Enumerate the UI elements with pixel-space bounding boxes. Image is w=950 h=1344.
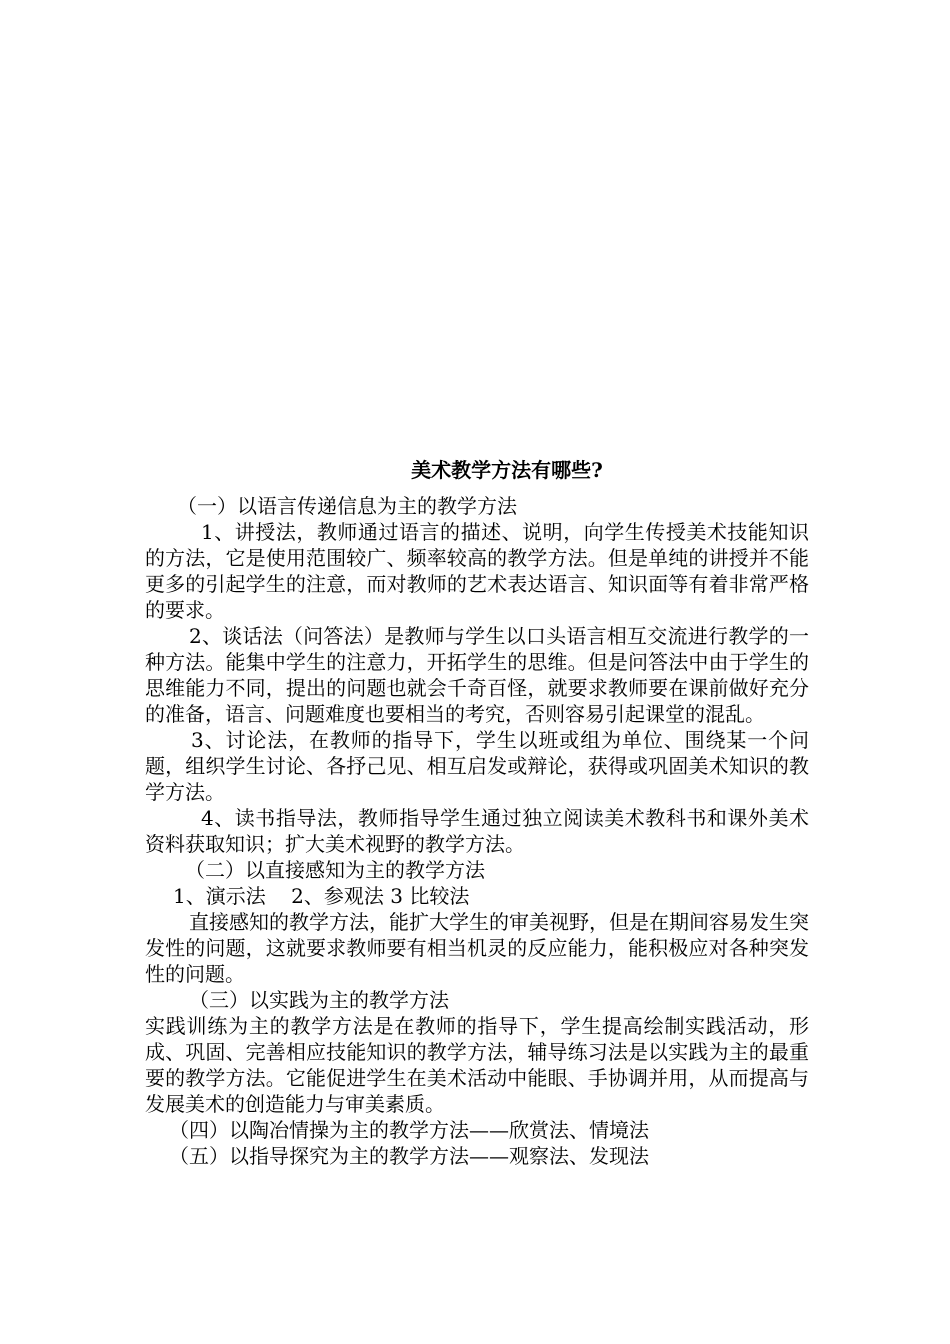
section-heading-4: （四）以陶冶情操为主的教学方法——欣赏法、情境法: [169, 1118, 649, 1142]
paragraph-lecture-method: 1、讲授法，教师通过语言的描述、说明，向学生传授美术技能知识的方法，它是使用范围较广、频率较高的教学方法。但是单纯的讲授并不能更多的引起学生的注意，而对教师的艺术表达语言、知识面等有着非常严格的要求。: [145, 520, 809, 622]
document-title: 美术教学方法有哪些?: [411, 458, 603, 482]
section-heading-3: （三）以实践为主的教学方法: [189, 988, 449, 1012]
paragraph-discussion-method: 3、讨论法，在教师的指导下，学生以班或组为单位、围绕某一个问题，组织学生讨论、各抒己见、相互启发或辩论，获得或巩固美术知识的教学方法。: [145, 728, 809, 804]
section-heading-5: （五）以指导探究为主的教学方法——观察法、发现法: [169, 1144, 649, 1168]
section-2-method-list: 1、演示法 2、参观法 3 比较法: [173, 884, 470, 908]
document-body: [145, 455, 809, 1169]
section-heading-1: （一）以语言传递信息为主的教学方法: [177, 494, 517, 518]
paragraph-practice-method: 实践训练为主的教学方法是在教师的指导下，学生提高绘制实践活动，形成、巩固、完善相应技能知识的教学方法，辅导练习法是以实践为主的最重要的教学方法。它能促进学生在美术活动中能眼、手协调并用，从而提高与发展美术的创造能力与审美素质。: [145, 1014, 809, 1116]
paragraph-conversation-method: 2、谈话法（问答法）是教师与学生以口头语言相互交流进行教学的一种方法。能集中学生的注意力，开拓学生的思维。但是问答法中由于学生的思维能力不同，提出的问题也就会千奇百怪，就要求教师要在课前做好充分的准备，语言、问题难度也要相当的考究，否则容易引起课堂的混乱。: [145, 624, 809, 726]
paragraph-direct-perception: 直接感知的教学方法，能扩大学生的审美视野，但是在期间容易发生突发性的问题，这就要求教师要有相当机灵的反应能力，能积极应对各种突发性的问题。: [145, 910, 809, 986]
section-heading-2: （二）以直接感知为主的教学方法: [185, 858, 485, 882]
paragraph-reading-guidance-method: 4、读书指导法，教师指导学生通过独立阅读美术教科书和课外美术资料获取知识；扩大美术视野的教学方法。: [145, 806, 809, 856]
